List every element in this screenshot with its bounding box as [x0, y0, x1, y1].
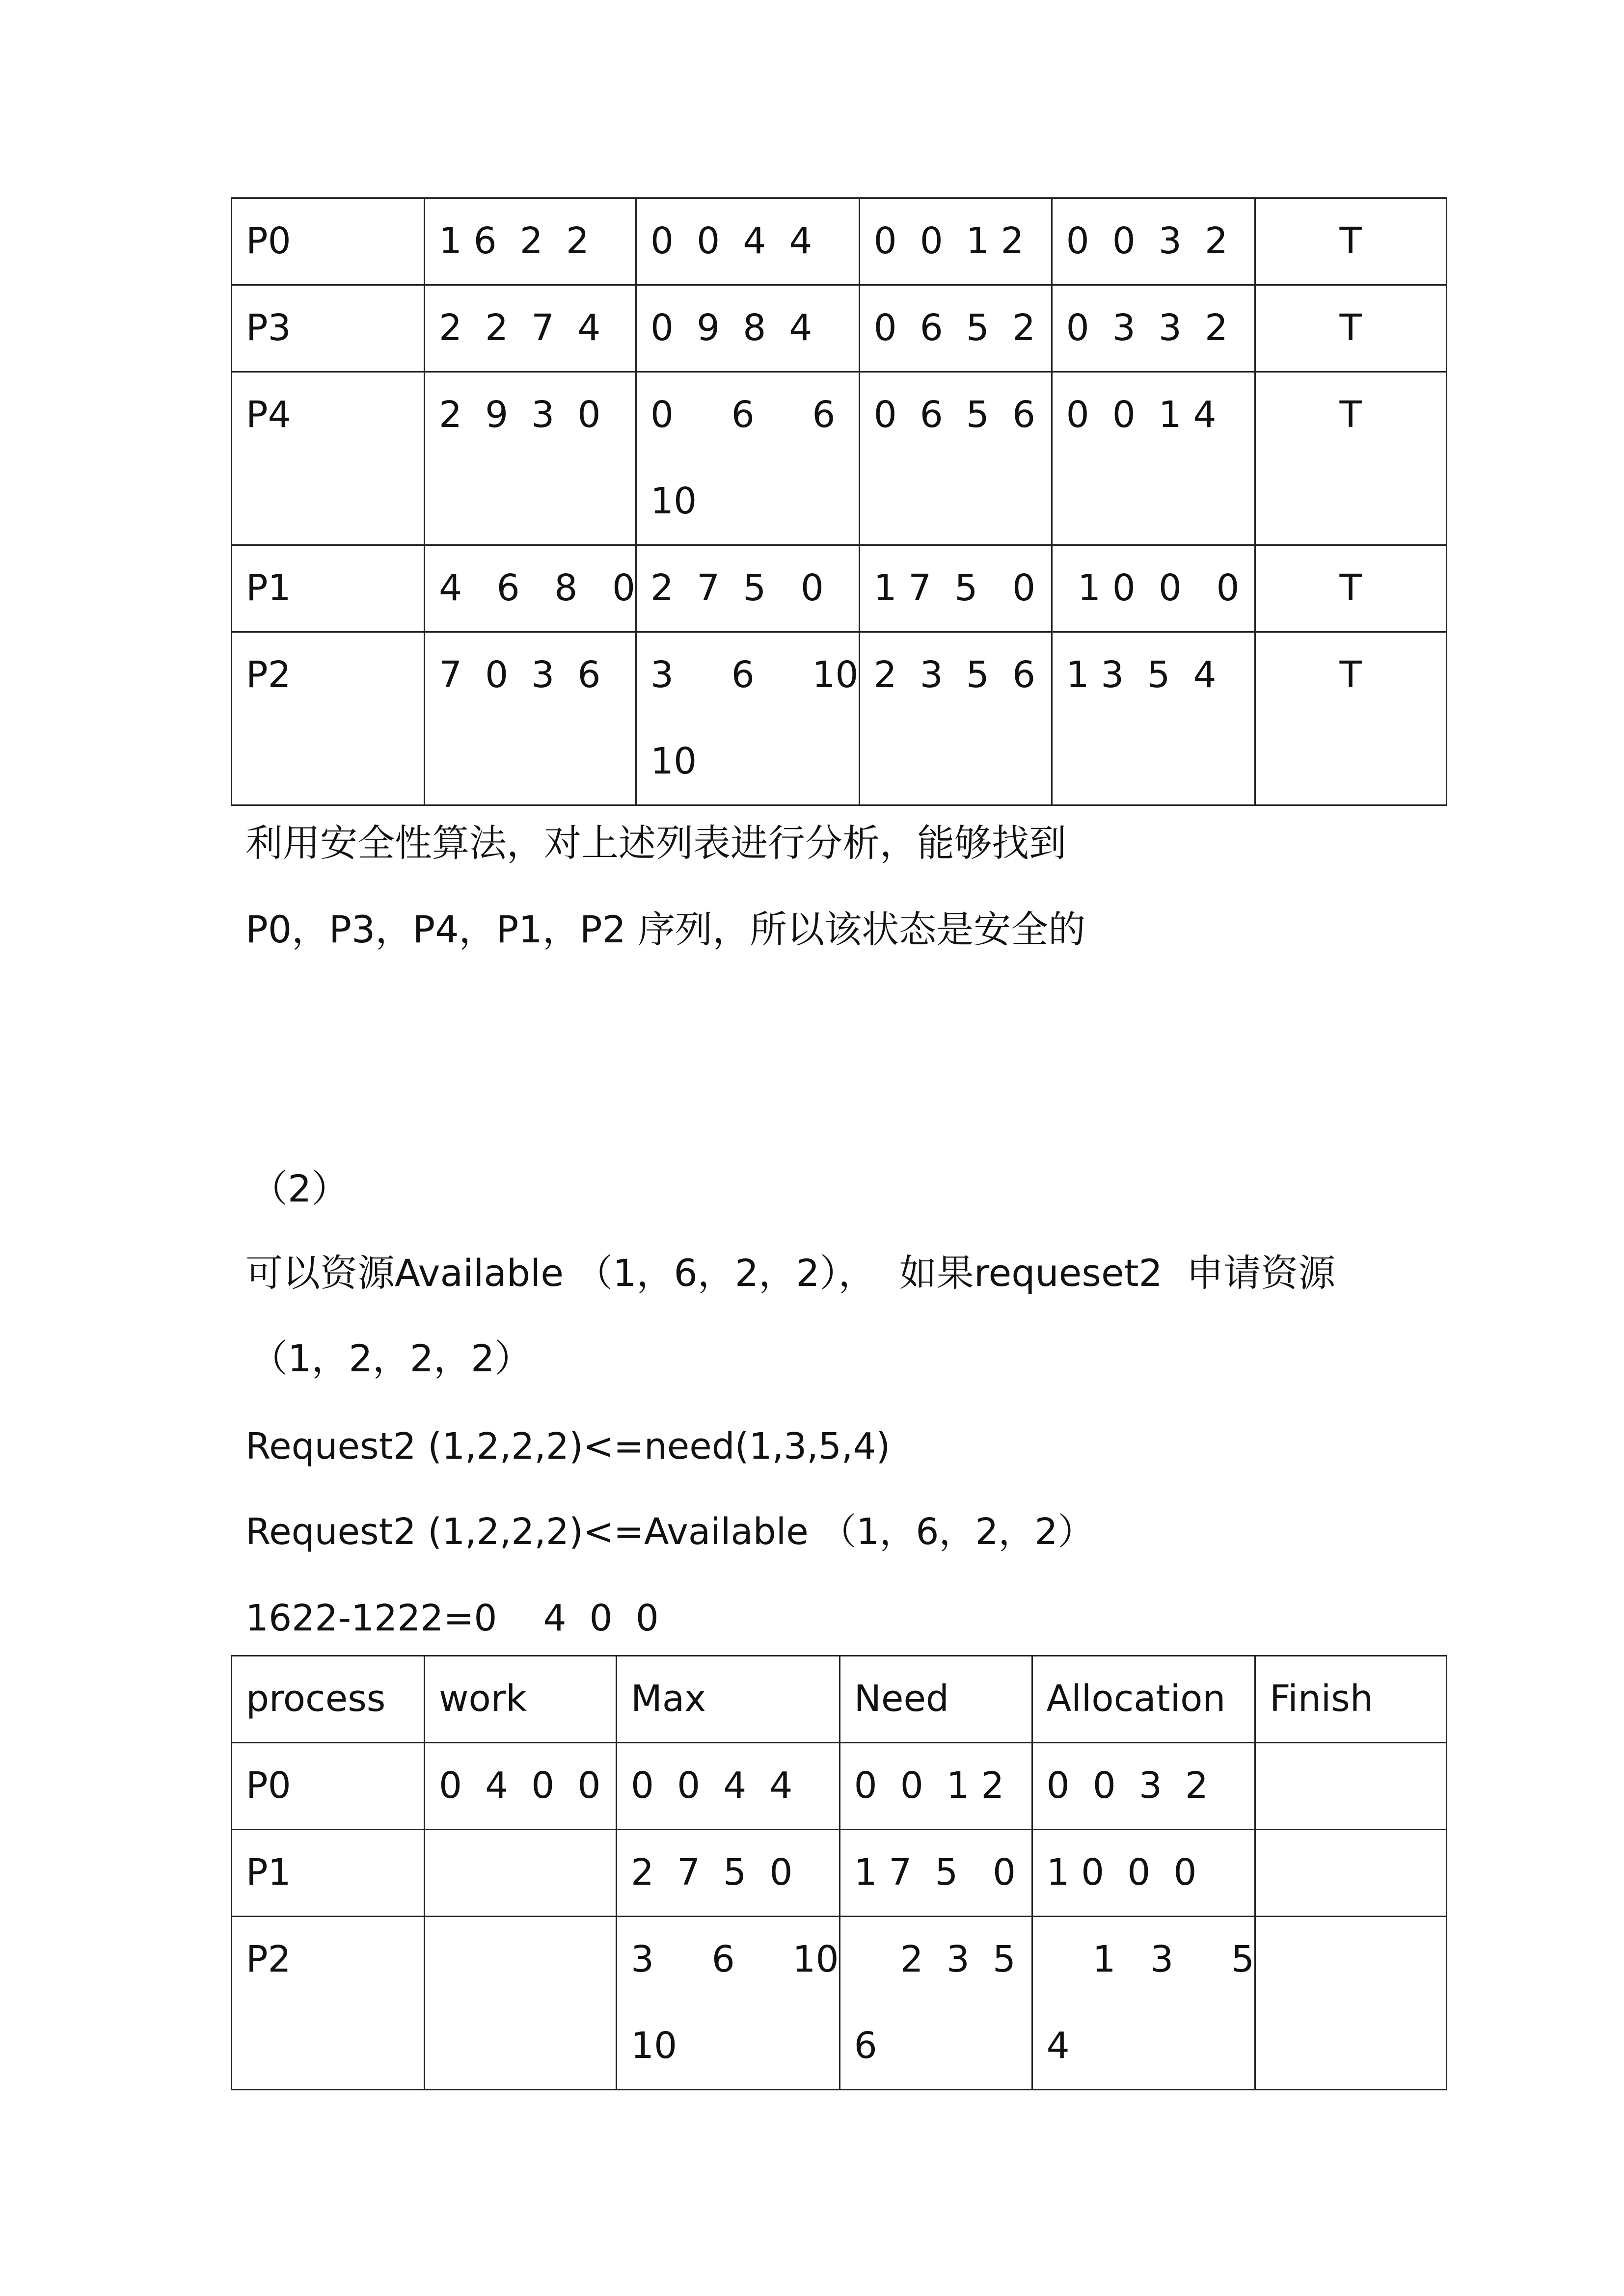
cell-text — [1256, 1805, 1446, 1829]
cell-text: T — [1339, 307, 1362, 349]
cell-text: 1 6 2 2 — [439, 220, 589, 262]
cell-text: 0 0 1 2 — [854, 1764, 1004, 1807]
cell-text: P3 — [246, 307, 291, 349]
table-cell — [1255, 632, 1446, 805]
table-cell — [232, 372, 425, 545]
request-vector-text: （1，2，2，2） — [250, 1336, 532, 1380]
cell-text: 3 6 10 10 — [650, 654, 859, 782]
cell-text: 1 7 5 0 — [873, 567, 1036, 609]
cell-text: 0 0 1 2 — [873, 220, 1024, 262]
cell-text: P2 — [246, 1938, 291, 1980]
cell-text: P1 — [246, 567, 291, 609]
cell-text: P1 — [246, 1851, 291, 1894]
safety-sequence-table — [231, 197, 1447, 806]
cell-text: 2 9 3 0 — [439, 394, 601, 436]
cell-text: 2 3 5 6 — [873, 654, 1036, 696]
table-cell — [1032, 1917, 1255, 2090]
cell-text: 0 0 3 2 — [1066, 220, 1228, 262]
cell-text: 0 3 3 2 — [1066, 307, 1228, 349]
table-cell — [232, 1917, 425, 2090]
cell-text: T — [1339, 654, 1362, 696]
table-cell — [859, 632, 1052, 805]
cell-text: 0 6 5 6 — [873, 394, 1036, 436]
cell-text: 0 0 4 4 — [650, 220, 812, 262]
cell-text: T — [1339, 394, 1362, 436]
cell-text — [1256, 1892, 1446, 1916]
cell-text: P2 — [246, 654, 291, 696]
table-row — [232, 632, 1447, 805]
header-text: Max — [631, 1678, 706, 1720]
table-cell — [425, 372, 636, 545]
cell-text: P0 — [246, 220, 291, 262]
table-cell — [859, 372, 1052, 545]
table-cell — [617, 1917, 840, 2090]
cell-text: 0 6 5 2 — [873, 307, 1036, 349]
cell-text: 4 6 8 0 — [439, 567, 636, 609]
table-cell — [232, 632, 425, 805]
cell-text: 1 0 0 0 — [1066, 567, 1240, 609]
table-cell — [1052, 372, 1255, 545]
table-cell — [839, 1917, 1032, 2090]
table-row — [232, 372, 1447, 545]
cell-text: 3 6 10 10 — [631, 1938, 839, 2067]
cell-text: 0 9 8 4 — [650, 307, 812, 349]
header-text: Finish — [1270, 1678, 1373, 1720]
cell-text: 0 0 3 2 — [1046, 1764, 1209, 1807]
cell-text: 2 3 5 6 — [854, 1938, 1016, 2067]
cell-text: 0 0 4 4 — [631, 1764, 793, 1807]
table-cell — [1255, 1917, 1447, 2090]
cell-text: T — [1339, 220, 1362, 262]
header-text: process — [246, 1678, 386, 1720]
allocation-table — [231, 1655, 1447, 2090]
section-number: （2） — [250, 1167, 349, 1210]
cell-text: 0 0 1 4 — [1066, 394, 1217, 436]
cell-text: T — [1339, 567, 1362, 609]
cell-text: 1 3 5 4 — [1046, 1938, 1255, 2067]
table-row — [232, 1917, 1447, 2090]
available-text: 可以资源Available （1，6，2，2）， 如果requeset2 申请资源 — [245, 1251, 1336, 1295]
table-cell — [425, 1917, 617, 2090]
cell-text: 1 3 5 4 — [1066, 654, 1217, 696]
work-computation: 1622-1222=0 4 0 0 — [245, 1597, 659, 1639]
safe-sequence-text: P0，P3，P4，P1，P2 序列，所以该状态是安全的 — [245, 908, 1086, 951]
header-text: Allocation — [1046, 1678, 1226, 1720]
table-cell — [636, 632, 860, 805]
cell-text — [425, 1805, 616, 1829]
cell-text: P0 — [246, 1764, 291, 1807]
cell-text: 1 7 5 0 — [854, 1851, 1016, 1894]
cell-text — [1256, 1718, 1446, 1742]
cell-text: 2 7 5 0 — [631, 1851, 793, 1894]
analysis-text: 利用安全性算法，对上述列表进行分析，能够找到 — [245, 821, 1066, 865]
cell-text: 1 0 0 0 — [1046, 1851, 1197, 1894]
request-need-check: Request2 (1,2,2,2)<=need(1,3,5,4) — [245, 1425, 891, 1468]
table-cell — [1255, 372, 1446, 545]
cell-text: 0 6 6 10 — [650, 394, 836, 522]
cell-text: 2 7 5 0 — [650, 567, 824, 609]
cell-text: 2 2 7 4 — [439, 307, 601, 349]
header-text: Need — [854, 1678, 949, 1720]
cell-text: 0 4 0 0 — [439, 1764, 601, 1807]
cell-text: 7 0 3 6 — [439, 654, 601, 696]
request-available-check: Request2 (1,2,2,2)<=Available （1，6，2，2） — [245, 1511, 1094, 1553]
cell-text — [425, 1892, 616, 1916]
cell-text: P4 — [246, 394, 291, 436]
table-cell — [425, 632, 636, 805]
header-text: work — [439, 1678, 527, 1720]
table-cell — [636, 372, 860, 545]
table-cell — [1052, 632, 1255, 805]
